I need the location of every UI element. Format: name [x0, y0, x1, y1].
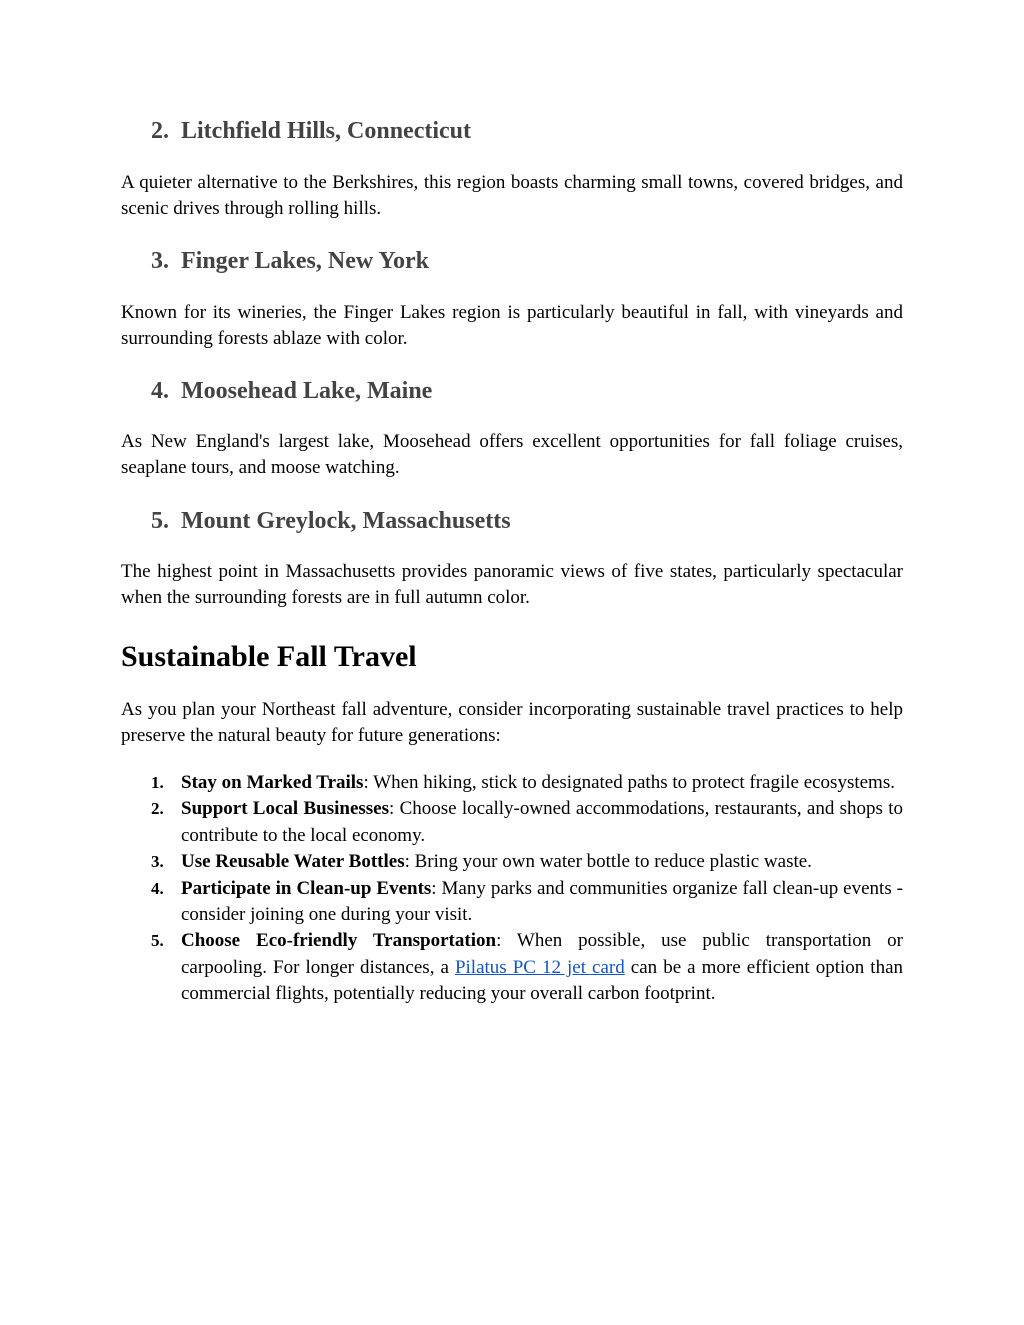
destination-title: Mount Greylock, Massachusetts	[181, 508, 511, 534]
list-item-term: Support Local Businesses	[181, 798, 390, 820]
list-item-term: Choose Eco-friendly Transportation	[181, 930, 497, 952]
sustainable-practices-list	[121, 770, 903, 1008]
list-item	[121, 849, 903, 875]
list-item	[121, 796, 903, 849]
destination-number: 5.	[151, 508, 169, 534]
destination-description: A quieter alternative to the Berkshires, this region boasts charming small towns, covered bridges, and scenic drives through rolling hills.	[121, 172, 903, 219]
list-item-text: : Choose locally-owned accommodations, restaurants, and shops to contribute to the local economy.	[181, 798, 903, 846]
list-number: 5.	[151, 931, 164, 951]
list-item-text: : When hiking, stick to designated paths to protect fragile ecosystems.	[363, 772, 895, 793]
list-item-text: can be a more efficient option than commercial flights, potentially reducing your overall carbon footprint.	[181, 956, 904, 1005]
list-item-text: : Bring your own water bottle to reduce plastic waste.	[404, 851, 812, 873]
destination-heading	[151, 508, 511, 535]
section-title: Sustainable Fall Travel	[121, 640, 417, 673]
list-number: 3.	[151, 852, 164, 872]
destination-title: Litchfield Hills, Connecticut	[181, 118, 471, 144]
list-number: 1.	[151, 773, 164, 792]
destination-title: Finger Lakes, New York	[181, 248, 429, 274]
jet-card-link[interactable]: Pilatus PC 12 jet card	[454, 956, 625, 978]
list-number: 2.	[151, 799, 164, 819]
destination-number: 4.	[151, 378, 169, 404]
destination-description: The highest point in Massachusetts provides panoramic views of five states, particularly spectacular when the surrounding forests are in full autumn color.	[121, 561, 903, 608]
list-item-term: Stay on Marked Trails	[181, 772, 364, 793]
destination-number: 2.	[151, 118, 169, 144]
destination-description: Known for its wineries, the Finger Lakes region is particularly beautiful in fall, with vineyards and surrounding forests ablaze with color.	[121, 302, 903, 349]
list-number: 4.	[151, 878, 164, 898]
list-item-term: Use Reusable Water Bottles	[181, 851, 405, 873]
destination-title: Moosehead Lake, Maine	[181, 378, 433, 404]
section-intro: As you plan your Northeast fall adventure, consider incorporating sustainable travel practices to help preserve the natural beauty for future generations:	[121, 699, 903, 746]
list-item-text: : Many parks and communities organize fall clean-up events - consider joining one during your visit.	[181, 877, 904, 926]
list-item-text: : When possible, use public transportation or carpooling. For longer distances, a	[181, 930, 903, 978]
list-item	[121, 770, 903, 796]
list-item	[121, 928, 903, 1007]
destination-description: As New England's largest lake, Moosehead offers excellent opportunities for fall foliage cruises, seaplane tours, and moose watching.	[121, 431, 903, 478]
list-item-term: Participate in Clean-up Events	[181, 877, 432, 899]
destination-heading	[151, 248, 429, 275]
list-item	[121, 876, 903, 929]
destination-heading	[151, 118, 471, 145]
destination-heading	[151, 378, 432, 405]
destination-number: 3.	[151, 248, 169, 274]
